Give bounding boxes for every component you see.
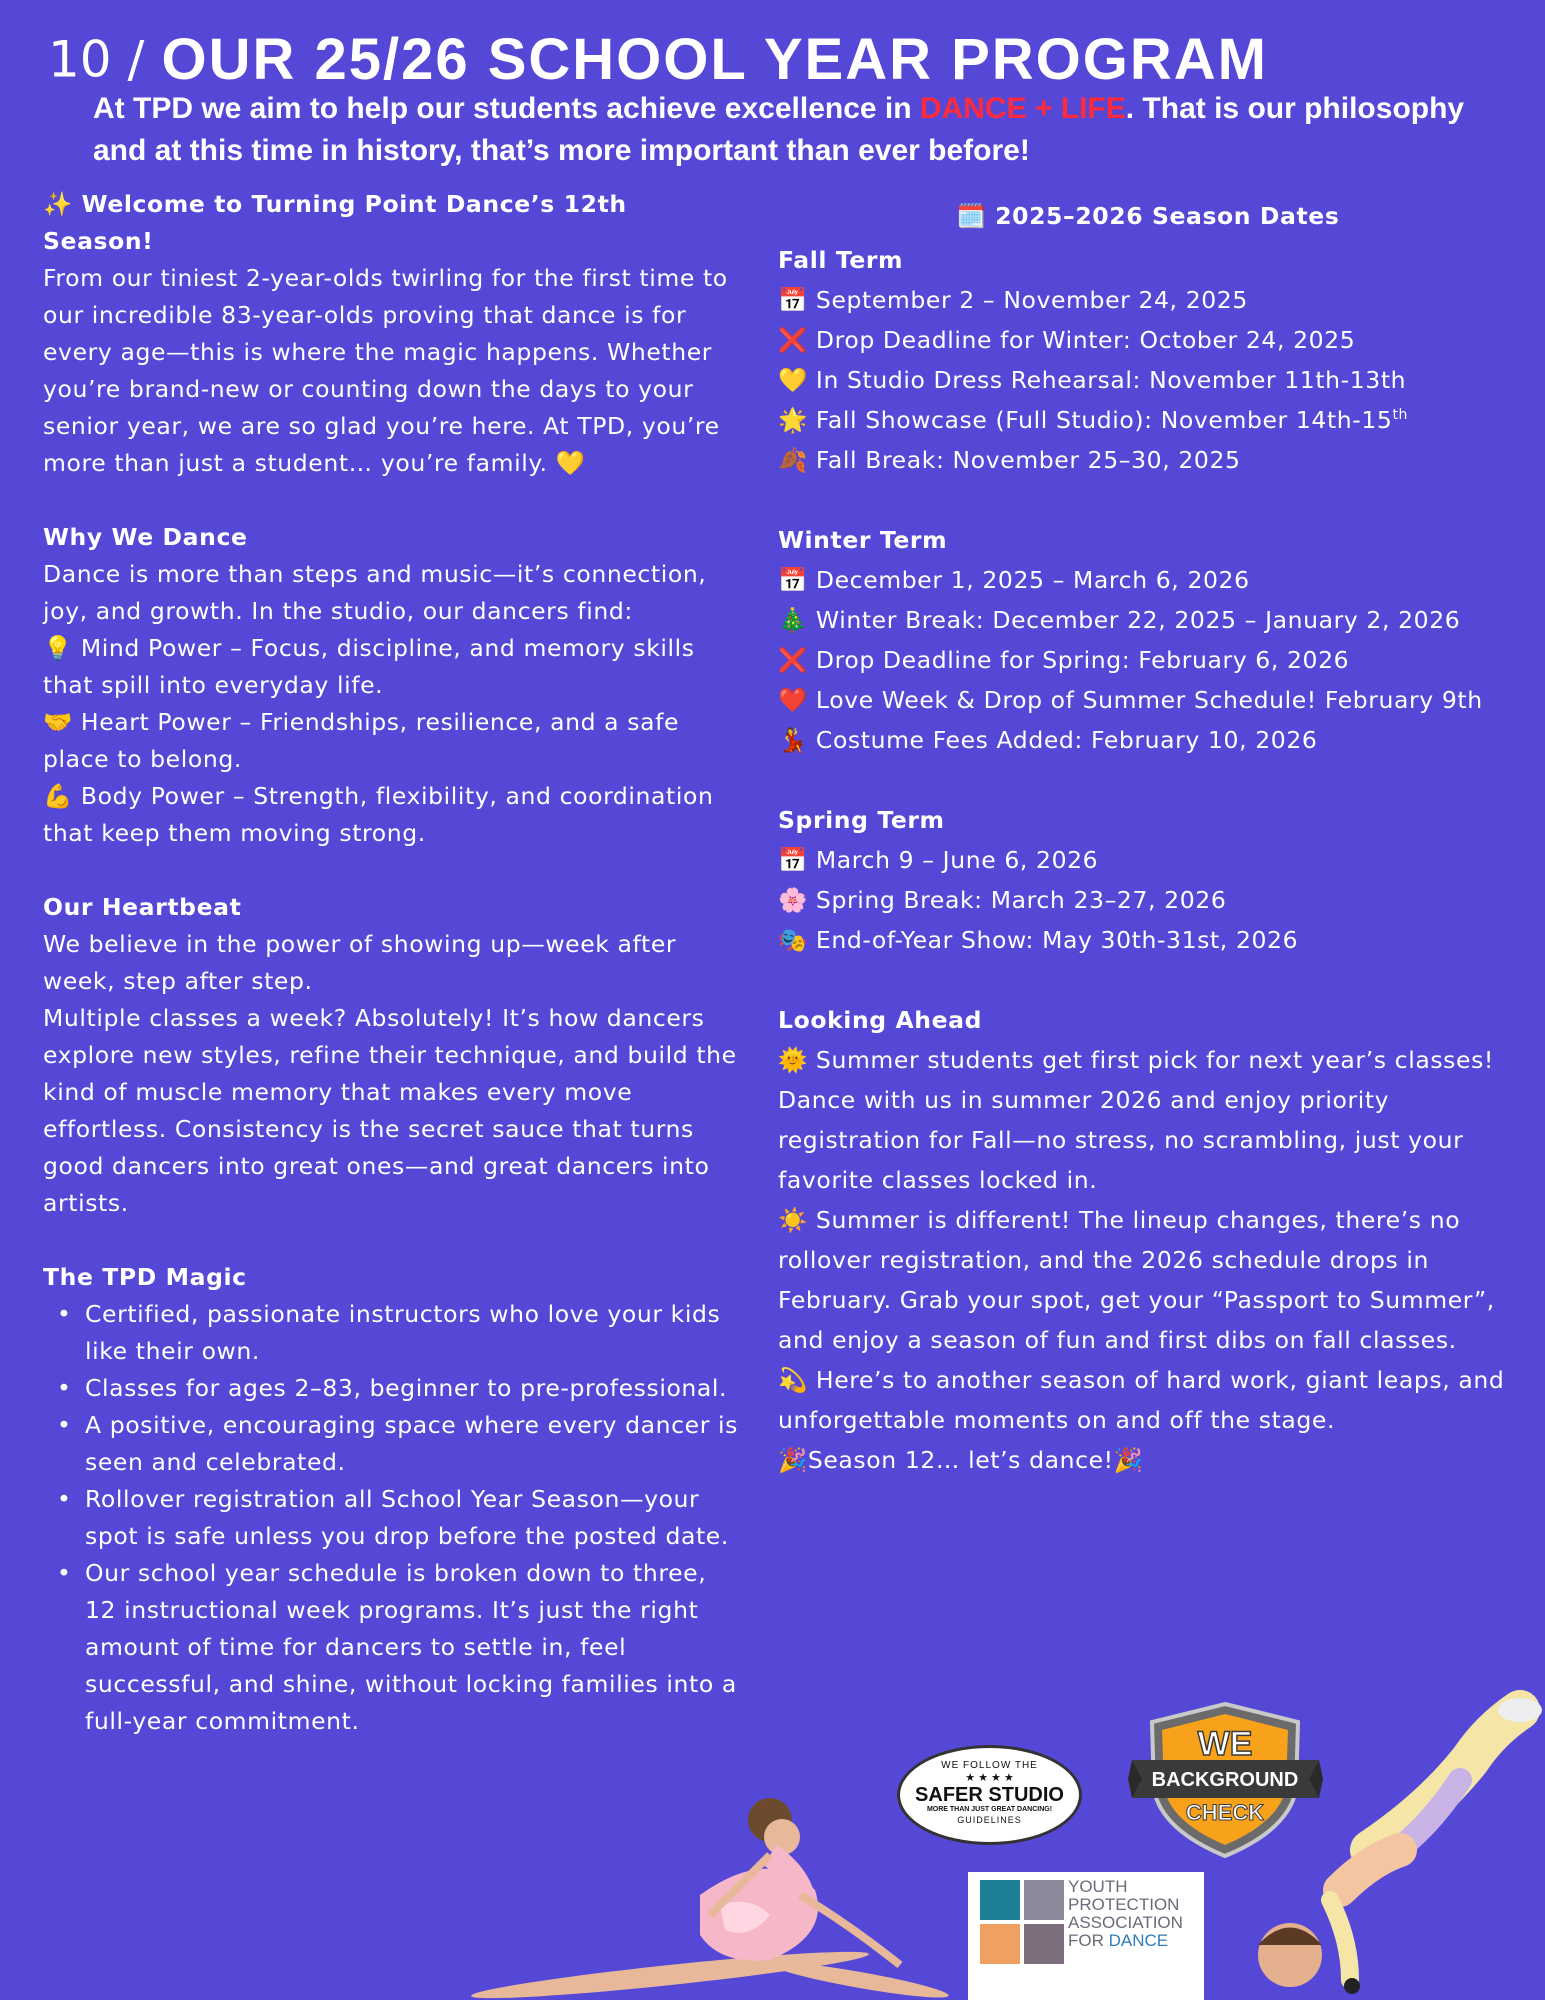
intro-before: At TPD we aim to help our students achieve excellence in — [93, 92, 920, 125]
safer-tagline: MORE THAN JUST GREAT DANCING! — [926, 1806, 1053, 1813]
ahead-p4: 💫 Here’s to another season of hard work, giant leaps, and unforgettable moments on and off the stage. — [778, 1366, 1505, 1434]
winter-item: ❤️ Love Week & Drop of Summer Schedule! February 9th — [778, 686, 1483, 714]
title-row — [48, 26, 1268, 93]
ballet-dancer-image — [470, 1765, 950, 2000]
fall-item — [778, 400, 1518, 440]
safer-main-text: SAFER STUDIO — [915, 1784, 1064, 1806]
fall-showcase-sup: th — [1392, 407, 1409, 424]
winter-item: 🎄 Winter Break: December 22, 2025 – January 2, 2026 — [778, 606, 1461, 634]
ahead-p1: 🌞 Summer students get first pick for next year’s classes! — [778, 1046, 1494, 1074]
page-number: 10 / — [48, 30, 145, 89]
winter-heading: Winter Term — [778, 526, 948, 554]
magic-item: • Rollover registration all School Year Season—your spot is safe unless you drop before the posted date. — [85, 1481, 743, 1555]
why-item-body: 💪 Body Power – Strength, flexibility, and coordination that keep them moving strong. — [43, 782, 714, 847]
fall-showcase-text: 🌟 Fall Showcase (Full Studio): November 14th-15 — [778, 406, 1393, 434]
spring-item: 🌸 Spring Break: March 23–27, 2026 — [778, 886, 1227, 914]
safer-bottom-text: GUIDELINES — [957, 1815, 1022, 1825]
hiphop-dancer-image — [1230, 1690, 1545, 2000]
shield-check: CHECK — [1185, 1800, 1265, 1825]
intro-accent: DANCE + LIFE — [919, 92, 1126, 125]
fall-item: ❌ Drop Deadline for Winter: October 24, 2025 — [778, 326, 1356, 354]
fall-heading: Fall Term — [778, 246, 904, 274]
ahead-p5: 🎉Season 12… let’s dance!🎉 — [778, 1446, 1144, 1474]
why-item-mind: 💡 Mind Power – Focus, discipline, and memory skills that spill into everyday life. — [43, 634, 695, 699]
ahead-p2: Dance with us in summer 2026 and enjoy priority registration for Fall—no stress, no scrambling, just your favorite classes locked in. — [778, 1086, 1464, 1194]
why-item-heart: 🤝 Heart Power – Friendships, resilience, and a safe place to belong. — [43, 708, 680, 773]
shield-we: WE — [1197, 1725, 1253, 1763]
ahead-p3: ☀️ Summer is different! The lineup changes, there’s no rollover registration, and the 2026 schedule drops in February. Grab your spot, get your “Passport to Summer”, and enjoy a season of fun and first dibs on fall classes. — [778, 1206, 1495, 1354]
magic-item: • A positive, encouraging space where every dancer is seen and celebrated. — [85, 1407, 743, 1481]
ypa-text — [1068, 1878, 1198, 1950]
ypa-grid-icon — [980, 1880, 1064, 1964]
looking-ahead-heading: Looking Ahead — [778, 1006, 983, 1034]
ypa-line: YOUTH — [1068, 1877, 1128, 1896]
welcome-body: From our tiniest 2-year-olds twirling for the first time to our incredible 83-year-olds proving that dance is for every age—this is where the magic happens. Whether you’re brand-new or counting down the days to your senior year, we are so glad you’re here. At TPD, you’re more than just a student… you’re family. 💛 — [43, 264, 728, 477]
magic-item: • Certified, passionate instructors who love your kids like their own. — [85, 1296, 743, 1370]
right-column — [778, 196, 1518, 1480]
winter-item: 📅 December 1, 2025 – March 6, 2026 — [778, 566, 1250, 594]
spring-item: 📅 March 9 – June 6, 2026 — [778, 846, 1099, 874]
magic-heading: The TPD Magic — [43, 1263, 247, 1291]
shield-background: BACKGROUND — [1151, 1769, 1299, 1791]
page-title: OUR 25/26 SCHOOL YEAR PROGRAM — [161, 27, 1268, 92]
magic-item: • Classes for ages 2–83, beginner to pre-professional. — [85, 1370, 743, 1407]
spring-item: 🎭 End-of-Year Show: May 30th-31st, 2026 — [778, 926, 1299, 954]
heartbeat-heading: Our Heartbeat — [43, 893, 242, 921]
fall-item: 🍂 Fall Break: November 25–30, 2025 — [778, 446, 1241, 474]
heartbeat-p2: Multiple classes a week? Absolutely! It’s how dancers explore new styles, refine their technique, and build the kind of muscle memory that makes every move effortless. Consistency is the secret sauce that turns good dancers into great ones—and great dancers into artists. — [43, 1004, 737, 1217]
safer-top-text: WE FOLLOW THE — [941, 1760, 1038, 1771]
winter-item: 💃 Costume Fees Added: February 10, 2026 — [778, 726, 1318, 754]
why-intro: Dance is more than steps and music—it’s connection, joy, and growth. In the studio, our dancers find: — [43, 560, 707, 625]
spring-heading: Spring Term — [778, 806, 945, 834]
ypa-line: ASSOCIATION — [1068, 1913, 1183, 1932]
ypa-line: FOR DANCE — [1068, 1931, 1169, 1950]
safer-stars: ★ ★ ★ ★ — [965, 1772, 1014, 1784]
intro-after: . That is our philosophy and at this time in history, that’s more important than ever before! — [93, 92, 1465, 167]
why-heading: Why We Dance — [43, 523, 248, 551]
left-column — [43, 186, 743, 1740]
season-dates-heading: 🗓️ 2025–2026 Season Dates — [956, 202, 1340, 230]
heartbeat-p1: We believe in the power of showing up—week after week, step after step. — [43, 930, 677, 995]
ypa-line: PROTECTION — [1068, 1895, 1180, 1914]
welcome-heading: ✨ Welcome to Turning Point Dance’s 12th Season! — [43, 190, 627, 255]
magic-item: • Our school year schedule is broken down to three, 12 instructional week programs. It’s just the right amount of time for dancers to settle in, feel successful, and shine, without locking families into a full-year commitment. — [85, 1555, 743, 1740]
intro-text — [93, 88, 1473, 172]
winter-item: ❌ Drop Deadline for Spring: February 6, 2026 — [778, 646, 1350, 674]
fall-item: 💛 In Studio Dress Rehearsal: November 11th-13th — [778, 366, 1407, 394]
magic-list — [43, 1296, 743, 1740]
fall-item: 📅 September 2 – November 24, 2025 — [778, 286, 1248, 314]
youth-protection-association-logo — [968, 1872, 1204, 2000]
